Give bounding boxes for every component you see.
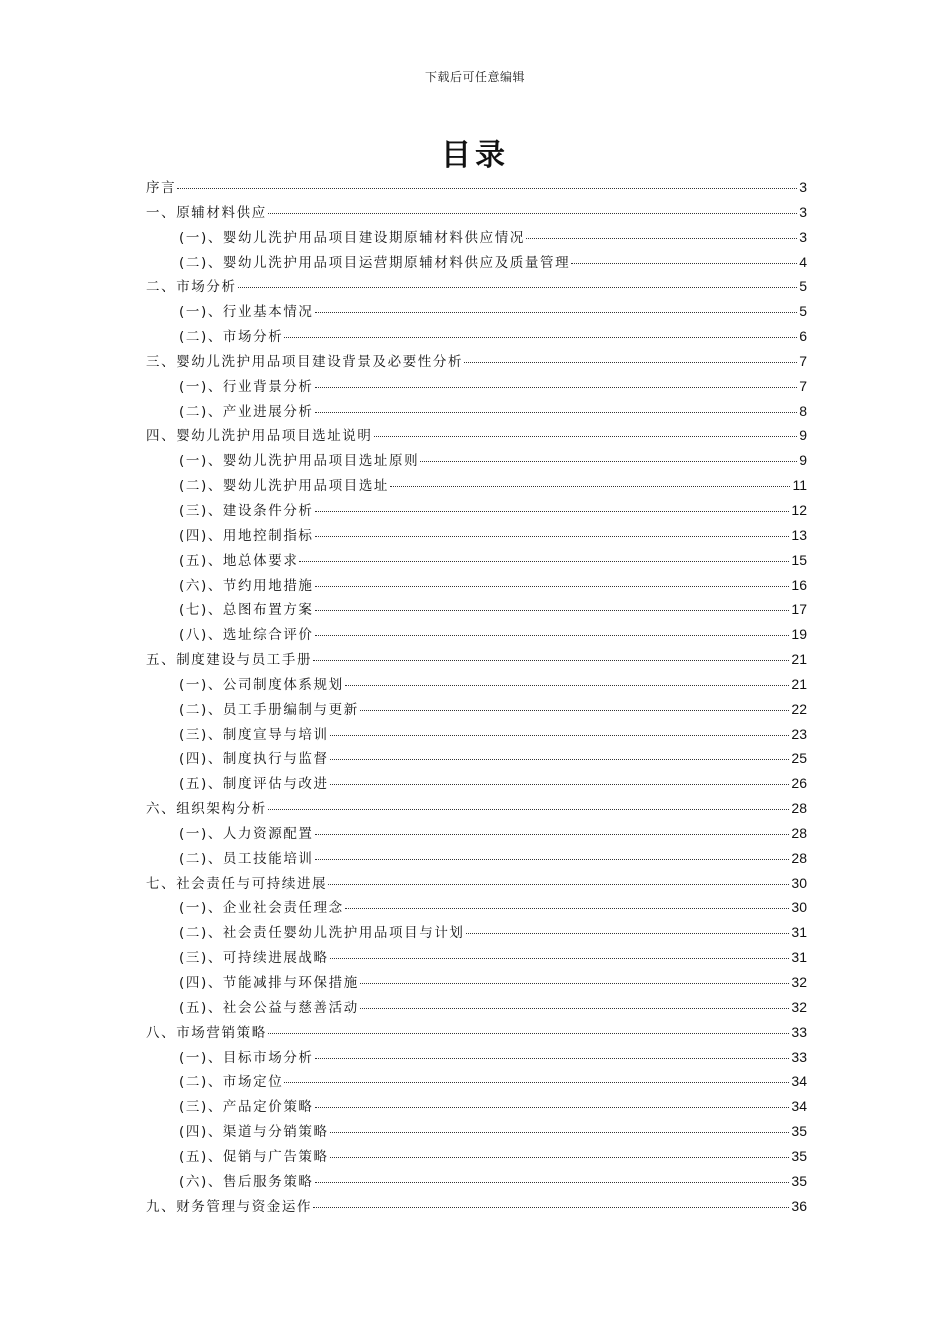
toc-entry[interactable] — [146, 574, 807, 599]
toc-entry[interactable] — [146, 325, 807, 350]
toc-entry[interactable] — [146, 822, 807, 847]
toc-leader-dots — [466, 933, 790, 934]
toc-entry[interactable] — [146, 176, 807, 201]
table-of-contents — [146, 176, 807, 1219]
toc-leader-dots — [315, 1058, 790, 1059]
toc-leader-dots — [284, 1082, 789, 1083]
toc-leader-dots — [360, 983, 790, 984]
toc-entry-label: (一)、行业基本情况 — [179, 304, 314, 321]
toc-entry[interactable] — [146, 549, 807, 574]
toc-entry-label: (四)、节能减排与环保措施 — [179, 975, 359, 991]
toc-entry-label: (四)、渠道与分销策略 — [179, 1124, 329, 1141]
toc-entry[interactable] — [146, 872, 807, 897]
toc-leader-dots — [345, 685, 790, 686]
toc-entry-label: (一)、行业背景分析 — [179, 378, 314, 395]
toc-entry[interactable] — [146, 921, 807, 946]
toc-entry-label: 四、婴幼儿洗护用品项目选址说明 — [146, 428, 373, 445]
toc-entry-page: 19 — [791, 626, 807, 643]
toc-entry-page: 26 — [791, 775, 807, 792]
toc-entry-label: 一、原辅材料供应 — [146, 204, 267, 221]
toc-entry-page: 17 — [791, 601, 807, 618]
toc-leader-dots — [315, 834, 790, 835]
toc-entry-page: 9 — [799, 452, 807, 469]
toc-entry[interactable] — [146, 996, 807, 1021]
toc-leader-dots — [315, 412, 798, 413]
toc-leader-dots — [360, 710, 790, 711]
toc-leader-dots — [315, 859, 790, 860]
toc-leader-dots — [315, 635, 790, 636]
toc-entry-page: 16 — [791, 576, 807, 593]
toc-entry-page: 36 — [791, 1197, 807, 1214]
toc-entry[interactable] — [146, 499, 807, 524]
toc-entry[interactable] — [146, 648, 807, 673]
toc-entry[interactable] — [146, 400, 807, 425]
toc-entry-page: 32 — [791, 998, 807, 1015]
toc-leader-dots — [315, 1107, 790, 1108]
toc-entry-label: (二)、婴幼儿洗护用品项目运营期原辅材料供应及质量管理 — [179, 254, 571, 271]
toc-entry-label: (五)、制度评估与改进 — [179, 776, 329, 793]
toc-entry-page: 3 — [799, 179, 807, 195]
toc-leader-dots — [315, 610, 790, 611]
toc-leader-dots — [315, 312, 798, 313]
toc-leader-dots — [330, 958, 790, 959]
toc-entry-page: 21 — [791, 675, 807, 692]
toc-entry-page: 15 — [791, 551, 807, 568]
toc-leader-dots — [313, 660, 789, 661]
toc-entry[interactable] — [146, 1120, 807, 1145]
toc-leader-dots — [345, 908, 790, 909]
toc-entry[interactable] — [146, 797, 807, 822]
toc-entry[interactable] — [146, 847, 807, 872]
toc-entry-page: 5 — [799, 278, 807, 295]
toc-leader-dots — [526, 238, 797, 239]
toc-leader-dots — [330, 735, 790, 736]
toc-leader-dots — [313, 1207, 789, 1208]
toc-entry-page: 34 — [791, 1098, 807, 1115]
toc-entry-label: (二)、员工技能培训 — [179, 850, 314, 867]
toc-entry-label: 七、社会责任与可持续进展 — [146, 875, 328, 892]
toc-entry[interactable] — [146, 623, 807, 648]
toc-entry[interactable] — [146, 1195, 807, 1220]
toc-entry-label: (二)、婴幼儿洗护用品项目选址 — [179, 478, 390, 495]
toc-entry-page: 4 — [799, 253, 807, 270]
toc-entry[interactable] — [146, 946, 807, 971]
toc-entry[interactable] — [146, 971, 807, 996]
toc-entry-label: (五)、地总体要求 — [179, 552, 299, 569]
toc-entry-label: 九、财务管理与资金运作 — [146, 1198, 313, 1215]
toc-entry-page: 28 — [791, 824, 807, 841]
toc-entry[interactable] — [146, 747, 807, 772]
toc-entry[interactable] — [146, 201, 807, 226]
toc-leader-dots — [268, 809, 790, 810]
toc-leader-dots — [238, 287, 798, 288]
toc-entry-page: 12 — [791, 501, 807, 518]
toc-entry-label: 八、市场营销策略 — [146, 1024, 267, 1041]
toc-entry-label: (一)、企业社会责任理念 — [179, 900, 344, 917]
toc-entry[interactable] — [146, 772, 807, 797]
toc-entry[interactable] — [146, 896, 807, 921]
toc-entry[interactable] — [146, 673, 807, 698]
toc-entry-label: 二、市场分析 — [146, 279, 237, 296]
toc-entry-label: (一)、婴幼儿洗护用品项目建设期原辅材料供应情况 — [179, 229, 525, 246]
toc-leader-dots — [299, 561, 789, 562]
toc-entry-label: 序言 — [146, 180, 177, 196]
toc-entry[interactable] — [146, 350, 807, 375]
toc-entry[interactable] — [146, 1046, 807, 1071]
toc-entry[interactable] — [146, 1021, 807, 1046]
toc-entry[interactable] — [146, 449, 807, 474]
toc-entry-label: (五)、促销与广告策略 — [179, 1148, 329, 1165]
toc-entry-page: 28 — [791, 849, 807, 866]
toc-leader-dots — [374, 436, 798, 437]
toc-entry-label: (三)、制度宣导与培训 — [179, 726, 329, 743]
toc-entry-label: (二)、市场分析 — [179, 329, 284, 346]
toc-entry-label: (二)、市场定位 — [179, 1074, 284, 1091]
toc-entry-label: 六、组织架构分析 — [146, 801, 267, 818]
toc-entry-page: 35 — [791, 1147, 807, 1164]
toc-entry-page: 5 — [799, 303, 807, 320]
toc-entry-label: (六)、节约用地措施 — [179, 577, 314, 594]
toc-entry-label: (四)、制度执行与监督 — [179, 751, 329, 768]
toc-entry-page: 9 — [799, 427, 807, 444]
toc-entry-page: 31 — [791, 949, 807, 966]
toc-entry-label: 三、婴幼儿洗护用品项目建设背景及必要性分析 — [146, 353, 464, 370]
toc-entry-label: (一)、人力资源配置 — [179, 825, 314, 842]
toc-leader-dots — [328, 884, 789, 885]
toc-entry-page: 21 — [791, 651, 807, 668]
toc-entry-label: (三)、产品定价策略 — [179, 1099, 314, 1116]
toc-leader-dots — [315, 511, 790, 512]
toc-entry-label: (五)、社会公益与慈善活动 — [179, 999, 359, 1016]
toc-entry-page: 7 — [799, 352, 807, 369]
toc-entry[interactable] — [146, 1170, 807, 1195]
toc-entry-page: 13 — [791, 526, 807, 543]
toc-entry-page: 3 — [799, 228, 807, 245]
toc-entry-page: 11 — [792, 477, 807, 494]
toc-entry[interactable] — [146, 524, 807, 549]
toc-entry-page: 30 — [791, 874, 807, 891]
toc-entry-label: (八)、选址综合评价 — [179, 627, 314, 644]
toc-leader-dots — [330, 784, 790, 785]
toc-entry-label: (二)、员工手册编制与更新 — [179, 701, 359, 718]
toc-entry-label: (三)、可持续进展战略 — [179, 950, 329, 967]
page-title: 目录 — [441, 138, 509, 173]
toc-entry-label: (二)、产业进展分析 — [179, 403, 314, 420]
toc-entry-page: 33 — [791, 1048, 807, 1065]
toc-entry-page: 33 — [791, 1023, 807, 1040]
toc-entry-label: (一)、目标市场分析 — [179, 1049, 314, 1066]
toc-leader-dots — [360, 1008, 790, 1009]
toc-leader-dots — [315, 536, 790, 537]
toc-entry-label: (三)、建设条件分析 — [179, 502, 314, 519]
toc-entry[interactable] — [146, 698, 807, 723]
toc-entry-label: (二)、社会责任婴幼儿洗护用品项目与计划 — [179, 925, 465, 942]
toc-entry-label: (一)、公司制度体系规划 — [179, 676, 344, 693]
toc-entry-page: 23 — [791, 725, 807, 742]
toc-entry-page: 35 — [791, 1123, 807, 1140]
toc-entry-page: 28 — [791, 800, 807, 817]
toc-entry-page: 25 — [791, 750, 807, 767]
toc-entry[interactable] — [146, 275, 807, 300]
toc-entry[interactable] — [146, 598, 807, 623]
toc-entry[interactable] — [146, 300, 807, 325]
toc-leader-dots — [571, 263, 797, 264]
toc-entry-page: 22 — [791, 700, 807, 717]
toc-entry[interactable] — [146, 424, 807, 449]
toc-entry[interactable] — [146, 375, 807, 400]
toc-entry[interactable] — [146, 226, 807, 251]
toc-entry-page: 8 — [799, 402, 807, 419]
toc-leader-dots — [177, 188, 797, 189]
toc-entry[interactable] — [146, 474, 807, 499]
toc-leader-dots — [315, 1182, 790, 1183]
toc-leader-dots — [330, 1132, 790, 1133]
toc-leader-dots — [315, 387, 798, 388]
toc-leader-dots — [268, 1033, 790, 1034]
toc-entry-label: (七)、总图布置方案 — [179, 602, 314, 619]
toc-entry-page: 32 — [791, 974, 807, 990]
toc-entry-label: (四)、用地控制指标 — [179, 527, 314, 544]
toc-leader-dots — [284, 337, 797, 338]
toc-entry[interactable] — [146, 1145, 807, 1170]
toc-entry[interactable] — [146, 723, 807, 748]
toc-entry[interactable] — [146, 1070, 807, 1095]
toc-entry-page: 35 — [791, 1172, 807, 1189]
toc-entry-page: 6 — [799, 328, 807, 345]
toc-entry-page: 34 — [791, 1073, 807, 1090]
toc-leader-dots — [464, 362, 797, 363]
toc-leader-dots — [268, 213, 797, 214]
toc-leader-dots — [315, 586, 790, 587]
toc-leader-dots — [330, 1157, 790, 1158]
toc-entry-page: 30 — [791, 899, 807, 916]
toc-entry-label: (六)、售后服务策略 — [179, 1173, 314, 1190]
toc-leader-dots — [390, 486, 790, 487]
toc-entry-page: 31 — [791, 924, 807, 941]
toc-entry[interactable] — [146, 251, 807, 276]
header-note: 下载后可任意编辑 — [424, 70, 525, 84]
toc-entry-label: (一)、婴幼儿洗护用品项目选址原则 — [179, 453, 420, 470]
toc-entry[interactable] — [146, 1095, 807, 1120]
toc-entry-page: 7 — [799, 377, 807, 394]
toc-leader-dots — [330, 759, 790, 760]
toc-leader-dots — [420, 461, 797, 462]
toc-entry-label: 五、制度建设与员工手册 — [146, 652, 313, 669]
toc-entry-page: 3 — [799, 203, 807, 220]
